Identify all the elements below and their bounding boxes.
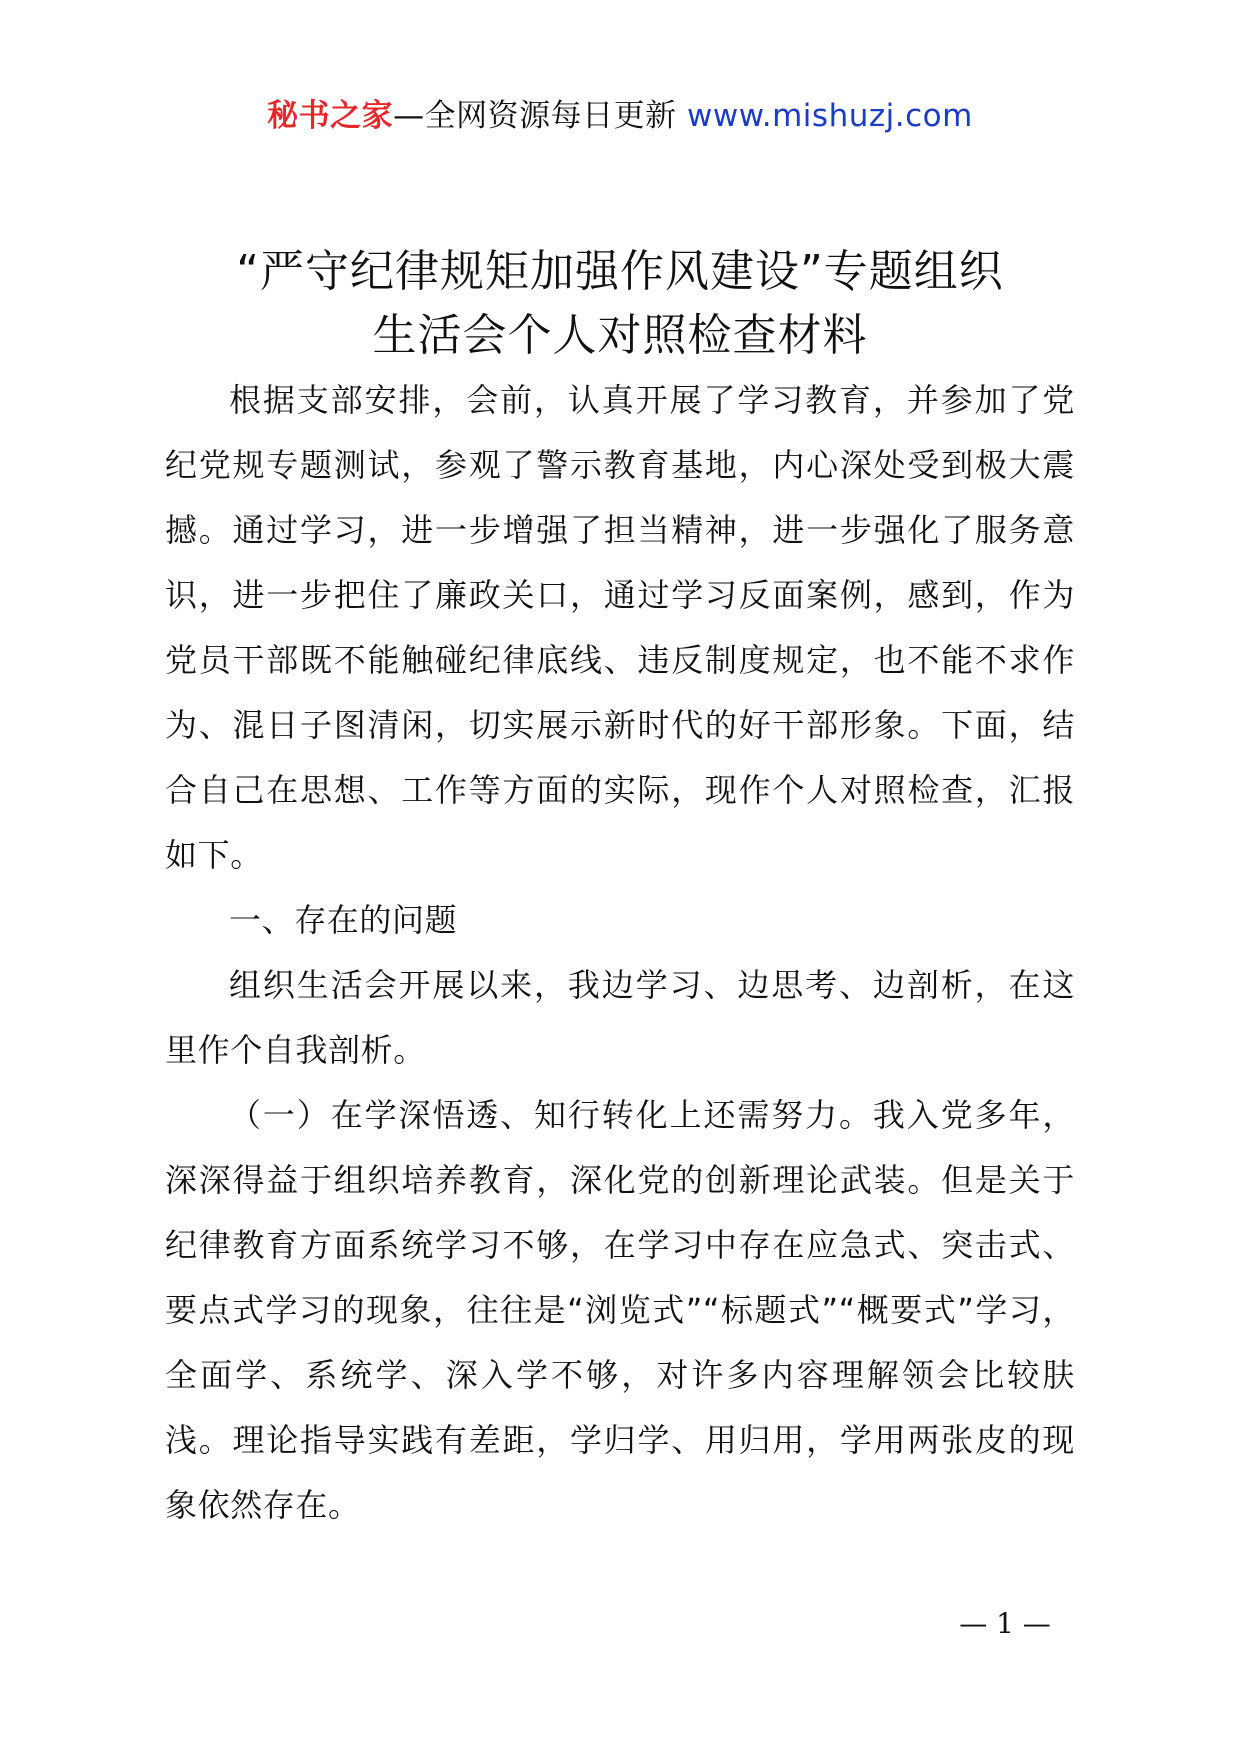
- document-body: [165, 368, 1075, 1538]
- site-header: [0, 96, 1240, 136]
- section-heading-problems: 一、存在的问题: [229, 901, 458, 939]
- document-title: [0, 240, 1240, 368]
- header-tagline: —全网资源每日更新: [393, 98, 688, 134]
- page-number: — 1 —: [959, 1607, 1051, 1640]
- paragraph-point-1: （一）在学深悟透、知行转化上还需努力。我入党多年，深深得益于组织培养教育，深化党的创新理论武装。但是关于纪律教育方面系统学习不够，在学习中存在应急式、突击式、要点式学习的现象，往往是“浏览式”“标题式”“概要式”学习，全面学、系统学、深入学不够，对许多内容理解领会比较肤浅。理论指导实践有差距，学归学、用归用，学用两张皮的现象依然存在。: [165, 1096, 1075, 1524]
- paragraph-self-analysis: 组织生活会开展以来，我边学习、边思考、边剖析，在这里作个自我剖析。: [165, 966, 1075, 1069]
- paragraph-intro: 根据支部安排，会前，认真开展了学习教育，并参加了党纪党规专题测试，参观了警示教育基地，内心深处受到极大震撼。通过学习，进一步增强了担当精神，进一步强化了服务意识，进一步把住了廉政关口，通过学习反面案例，感到，作为党员干部既不能触碰纪律底线、违反制度规定，也不能不求作为、混日子图清闲，切实展示新时代的好干部形象。下面，结合自己在思想、工作等方面的实际，现作个人对照检查，汇报如下。: [165, 381, 1075, 874]
- title-line-2: 生活会个人对照检查材料: [372, 310, 868, 361]
- title-line-1: “严守纪律规矩加强作风建设”专题组织: [236, 246, 1004, 297]
- brand-name: 秘书之家: [267, 98, 394, 134]
- site-url-link[interactable]: www.mishuzj.com: [687, 98, 973, 134]
